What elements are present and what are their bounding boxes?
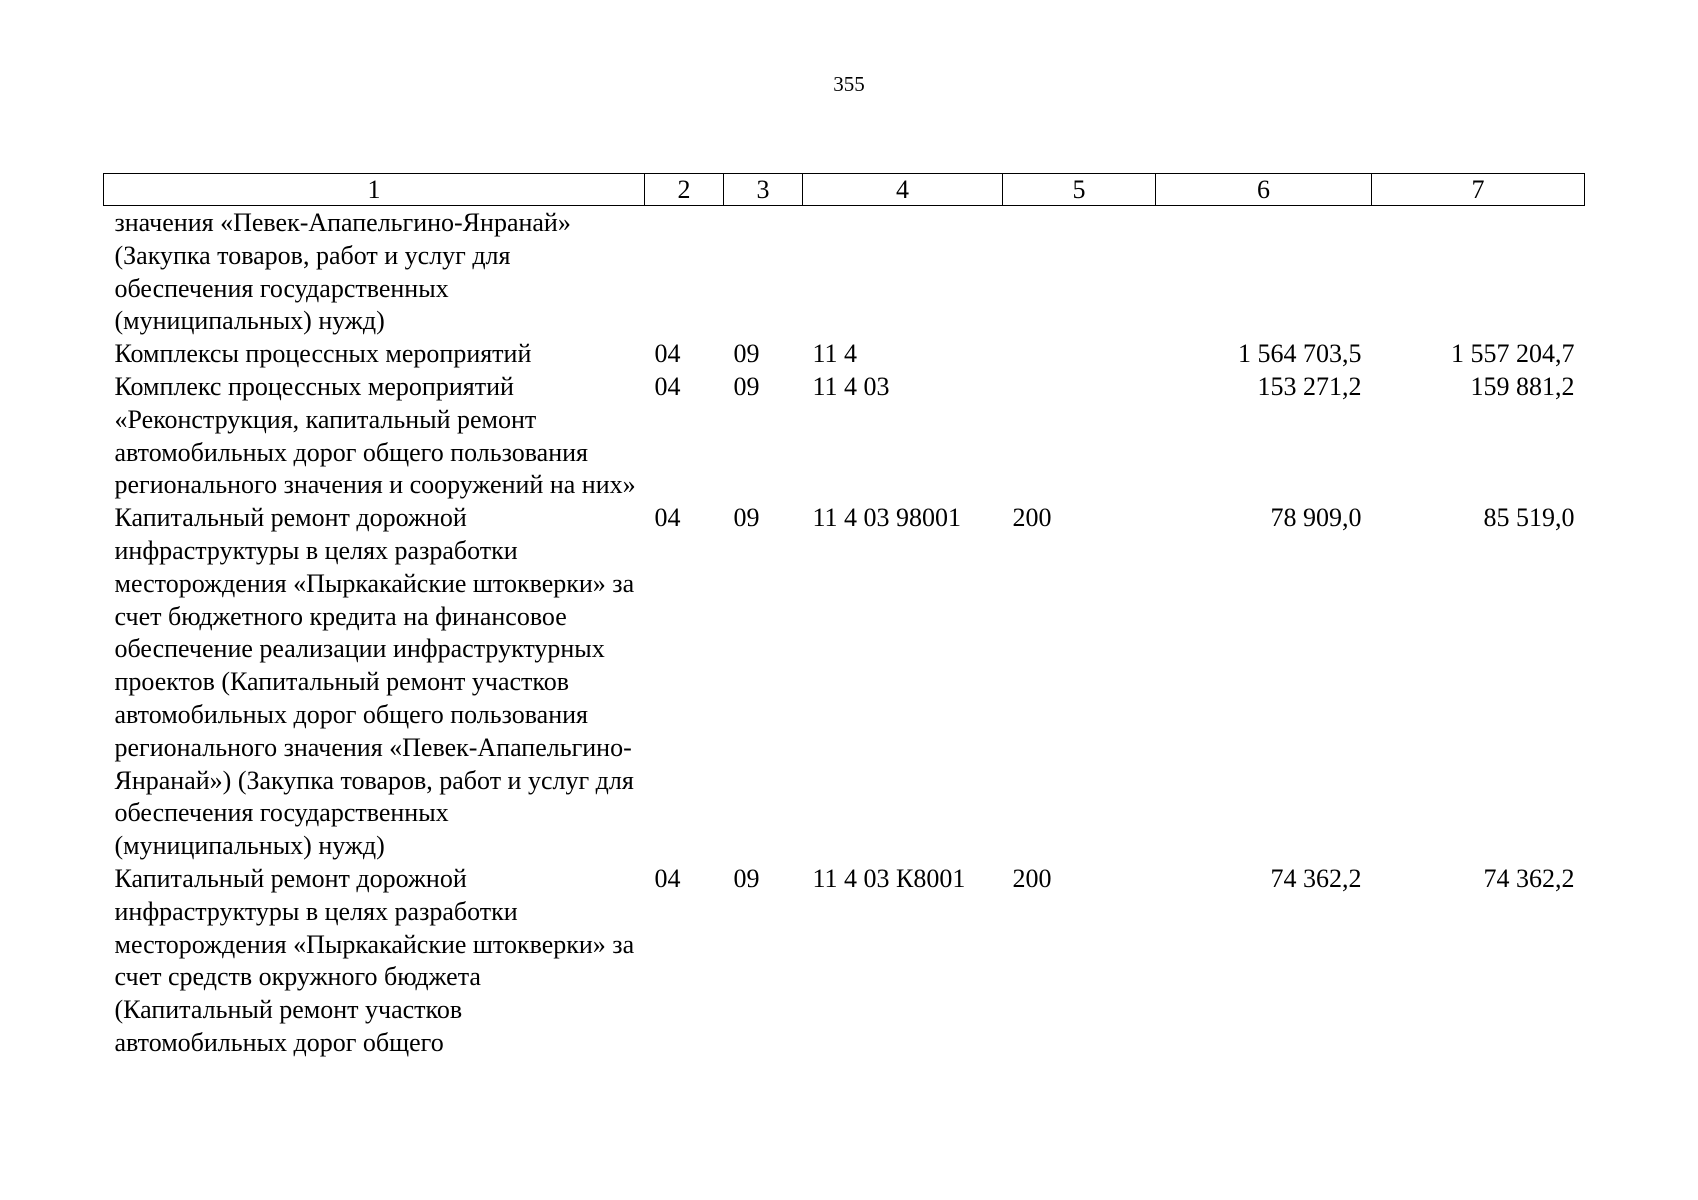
table-row [104, 338, 1585, 371]
row-target-article: 11 4 03 [812, 371, 890, 401]
row-amount-7: 159 881,2 [1470, 371, 1575, 401]
row-subsection [724, 206, 803, 339]
row-amount-6: 1 564 703,5 [1238, 339, 1362, 369]
column-header-5: 5 [1003, 174, 1156, 206]
row-expense-type: 200 [1012, 863, 1052, 893]
row-section [645, 206, 724, 339]
table-row [104, 502, 1585, 863]
row-amount-6 [1156, 206, 1372, 339]
row-subsection: 09 [733, 503, 760, 533]
row-amount-6: 78 909,0 [1270, 503, 1362, 533]
row-description: Комплекс процессных мероприятий «Реконструкция, капитальный ремонт автомобильных дорог общего пользования регионального значения и сооружений на них» [114, 371, 636, 500]
row-description: значения «Певек-Апапельгино-Янранай» (Закупка товаров, работ и услуг для обеспечения государственных (муниципальных) нужд) [114, 208, 571, 336]
row-expense-type [1003, 371, 1156, 502]
row-amount-7 [1372, 206, 1585, 339]
row-expense-type [1003, 206, 1156, 339]
row-expense-type [1003, 338, 1156, 371]
table-row [104, 371, 1585, 502]
column-header-2: 2 [645, 174, 724, 206]
row-target-article [803, 206, 1003, 339]
row-amount-7: 74 362,2 [1483, 863, 1575, 893]
column-header-4: 4 [803, 174, 1003, 206]
row-description: Капитальный ремонт дорожной инфраструктуры в целях разработки месторождения «Пыркакайские штокверки» за счет средств окружного бюджета (Капитальный ремонт участков автомобильных дорог общего [114, 863, 635, 1057]
row-description: Комплексы процессных мероприятий [114, 339, 532, 369]
row-subsection: 09 [733, 339, 760, 369]
row-description: Капитальный ремонт дорожной инфраструктуры в целях разработки месторождения «Пыркакайские штокверки» за счет бюджетного кредита на финансовое обеспечение реализации инфраструктурных проектов (Капитальный ремонт участков автомобильных дорог общего пользования регионального значения «Певек-Апапельгино-Янранай») (Закупка товаров, работ и услуг для обеспечения государственных (муниципальных) нужд) [114, 503, 635, 861]
row-amount-7: 85 519,0 [1483, 503, 1575, 533]
row-section: 04 [654, 371, 681, 401]
row-target-article: 11 4 03 98001 [812, 503, 962, 533]
row-amount-7: 1 557 204,7 [1451, 339, 1575, 369]
column-header-1: 1 [104, 174, 645, 206]
table-body [104, 206, 1585, 1060]
column-header-3: 3 [724, 174, 803, 206]
row-subsection: 09 [733, 863, 760, 893]
row-amount-6: 74 362,2 [1270, 863, 1362, 893]
row-section: 04 [654, 863, 681, 893]
row-section: 04 [654, 339, 681, 369]
column-header-7: 7 [1372, 174, 1585, 206]
header-row [104, 174, 1585, 206]
row-target-article: 11 4 [812, 339, 858, 369]
table-row [104, 863, 1585, 1060]
column-header-6: 6 [1156, 174, 1372, 206]
table-row [104, 206, 1585, 339]
row-amount-6: 153 271,2 [1257, 371, 1362, 401]
row-section: 04 [654, 503, 681, 533]
row-subsection: 09 [733, 371, 760, 401]
row-target-article: 11 4 03 К8001 [812, 863, 966, 893]
budget-table [103, 173, 1585, 1060]
table-header [104, 174, 1585, 206]
page-number: 355 [833, 72, 865, 96]
row-expense-type: 200 [1012, 503, 1052, 533]
